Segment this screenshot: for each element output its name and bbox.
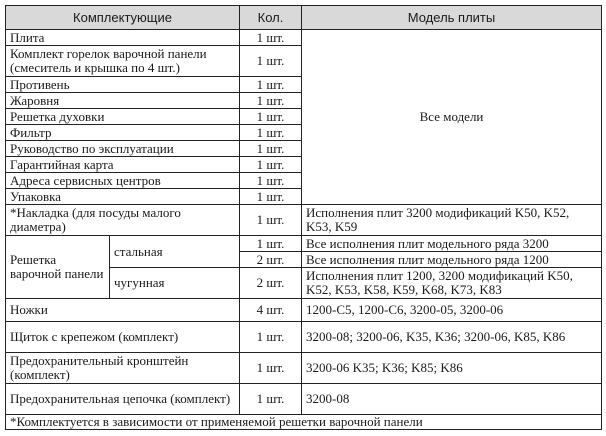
shield-qty: 1 шт. <box>240 322 302 353</box>
table-row <box>6 30 602 46</box>
component-name: Адреса сервисных центров <box>6 173 240 189</box>
table-row-grate-steel-1 <box>6 236 602 252</box>
table-row-shield <box>6 322 602 353</box>
bracket-qty: 1 шт. <box>240 353 302 384</box>
component-qty: 1 шт. <box>240 125 302 141</box>
table-row-legs <box>6 299 602 322</box>
table-header-row <box>6 6 602 30</box>
legs-model: 1200-C5, 1200-C6, 3200-05, 3200-06 <box>302 299 602 322</box>
component-name: Гарантийная карта <box>6 157 240 173</box>
component-name: Фильтр <box>6 125 240 141</box>
overlay-qty: 1 шт. <box>240 205 302 236</box>
grate-type-cast: чугунная <box>110 268 240 299</box>
component-name: Плита <box>6 30 240 46</box>
component-name: Противень <box>6 77 240 93</box>
component-qty: 1 шт. <box>240 93 302 109</box>
overlay-name: *Накладка (для посуды малого диаметра) <box>6 205 240 236</box>
table-row-bracket <box>6 353 602 384</box>
legs-qty: 4 шт. <box>240 299 302 322</box>
table-row-footnote <box>6 415 602 430</box>
chain-model: 3200-08 <box>302 384 602 415</box>
table-row-chain <box>6 384 602 415</box>
chain-qty: 1 шт. <box>240 384 302 415</box>
grate-steel-model-1: Все исполнения плит модельного ряда 3200 <box>302 236 602 252</box>
component-name: Жаровня <box>6 93 240 109</box>
component-qty: 1 шт. <box>240 141 302 157</box>
grate-steel-qty-1: 1 шт. <box>240 236 302 252</box>
header-components: Комплектующие <box>6 6 240 30</box>
component-name: Комплект горелок варочной панели (смеситель и крышка по 4 шт.) <box>6 46 240 77</box>
grate-type-steel: стальная <box>110 236 240 268</box>
component-qty: 1 шт. <box>240 189 302 205</box>
component-qty: 1 шт. <box>240 77 302 93</box>
grate-steel-model-2: Все исполнения плит модельного ряда 1200 <box>302 252 602 268</box>
grate-cast-qty: 2 шт. <box>240 268 302 299</box>
components-table <box>5 5 602 430</box>
bracket-name: Предохранительный кронштейн (комплект) <box>6 353 240 384</box>
footnote: *Комплектуется в зависимости от применяемой решетки варочной панели <box>6 415 602 430</box>
grate-steel-qty-2: 2 шт. <box>240 252 302 268</box>
chain-name: Предохранительная цепочка (комплект) <box>6 384 240 415</box>
component-qty: 1 шт. <box>240 157 302 173</box>
component-qty: 1 шт. <box>240 173 302 189</box>
grate-name: Решетка варочной панели <box>6 236 110 299</box>
all-models-cell: Все модели <box>302 30 602 205</box>
component-qty: 1 шт. <box>240 109 302 125</box>
table-row-overlay <box>6 205 602 236</box>
legs-name: Ножки <box>6 299 240 322</box>
component-name: Руководство по эксплуатации <box>6 141 240 157</box>
component-name: Решетка духовки <box>6 109 240 125</box>
header-qty: Кол. <box>240 6 302 30</box>
grate-cast-model: Исполнения плит 1200, 3200 модификаций K50, K52, K53, K58, K59, K68, K73, K83 <box>302 268 602 299</box>
header-model: Модель плиты <box>302 6 602 30</box>
shield-name: Щиток с крепежом (комплект) <box>6 322 240 353</box>
component-qty: 1 шт. <box>240 30 302 46</box>
shield-model: 3200-08; 3200-06, K35, K36; 3200-06, K85, K86 <box>302 322 602 353</box>
overlay-model: Исполнения плит 3200 модификаций K50, K52, K53, K59 <box>302 205 602 236</box>
component-qty: 1 шт. <box>240 46 302 77</box>
bracket-model: 3200-06 K35; K36; K85; K86 <box>302 353 602 384</box>
component-name: Упаковка <box>6 189 240 205</box>
